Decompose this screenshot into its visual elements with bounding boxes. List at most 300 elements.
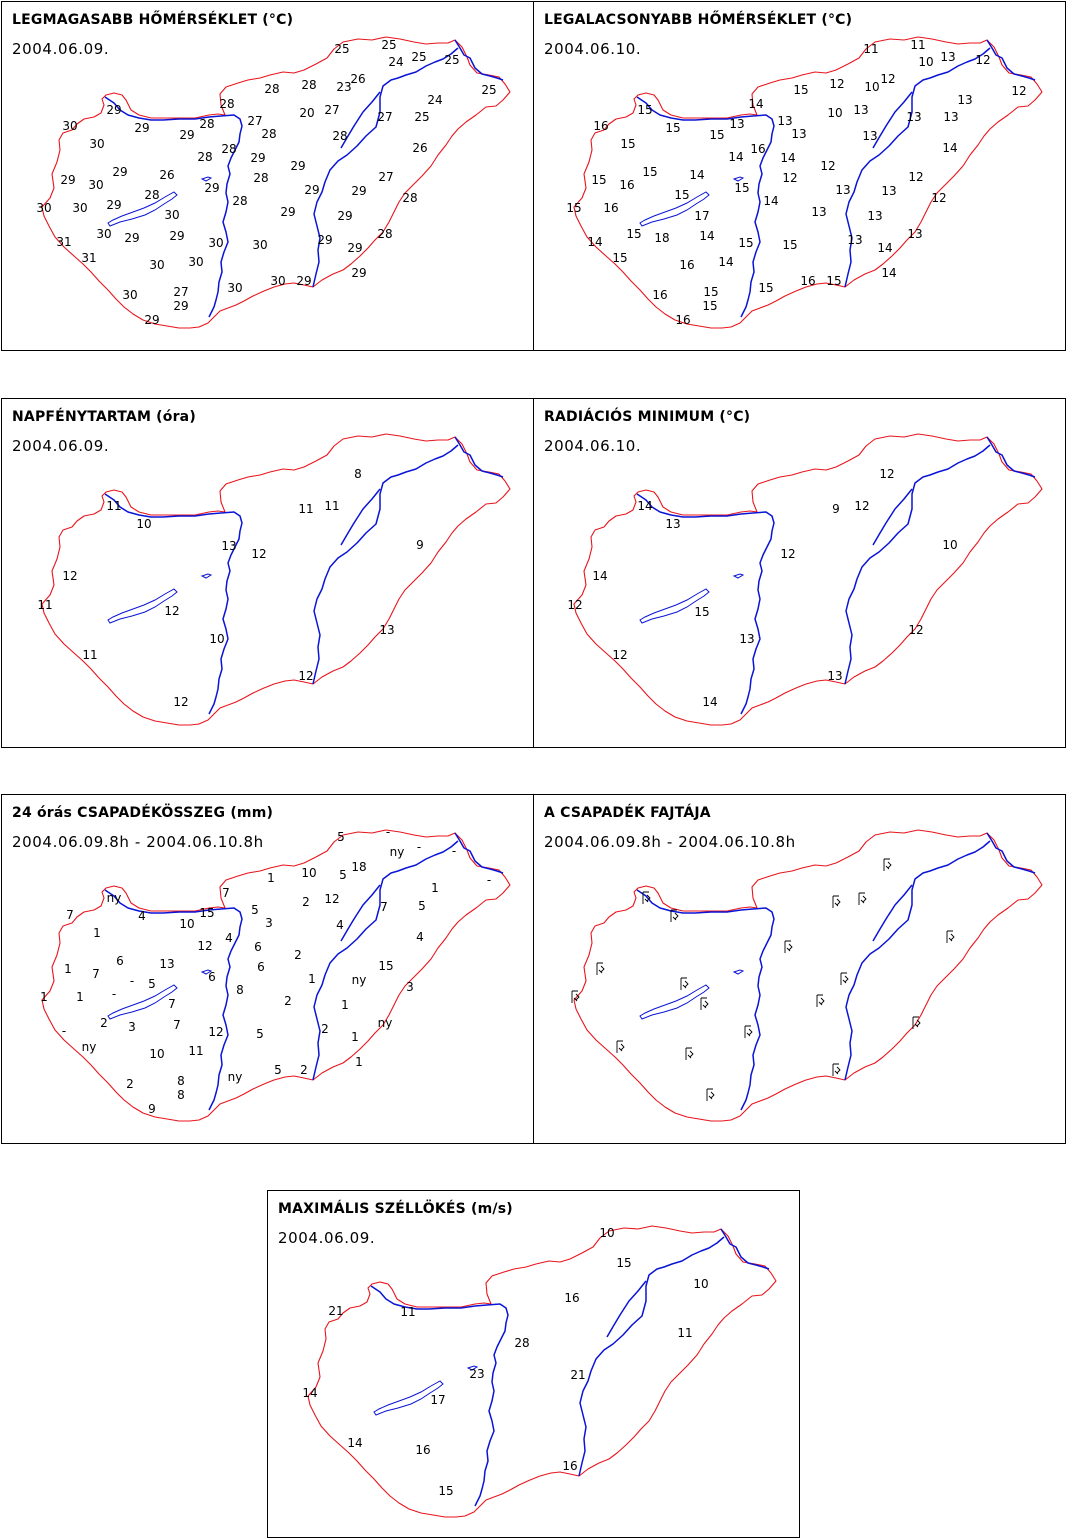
station-value: 5 (148, 977, 156, 991)
station-value: 21 (328, 1304, 344, 1318)
station-value: 16 (675, 313, 691, 327)
station-value: 29 (351, 266, 367, 280)
station-value: 11 (677, 1326, 693, 1340)
station-value: 14 (302, 1386, 318, 1400)
country-border (574, 830, 1042, 1121)
station-value: 12 (908, 170, 924, 184)
rain-shower-symbol (884, 859, 891, 871)
station-value: 15 (793, 83, 809, 97)
station-value: 2 (321, 1022, 329, 1036)
station-value: 29 (296, 274, 312, 288)
station-value: 6 (257, 960, 265, 974)
station-value: - (61, 1024, 67, 1038)
station-value: 30 (36, 201, 52, 215)
station-value: 18 (351, 860, 367, 874)
station-value: 14 (881, 266, 897, 280)
station-value: 13 (811, 205, 827, 219)
station-value: 29 (106, 103, 122, 117)
station-value: 11 (106, 499, 122, 513)
station-value: 13 (906, 110, 922, 124)
station-value: 27 (247, 114, 263, 128)
station-value: 1 (76, 990, 84, 1004)
station-value: 14 (942, 141, 958, 155)
station-value: 10 (827, 106, 843, 120)
station-value: 25 (381, 38, 397, 52)
station-value: 8 (177, 1088, 185, 1102)
station-value: 29 (179, 128, 195, 142)
station-value: 15 (438, 1484, 454, 1498)
lake-velence (734, 574, 743, 578)
station-value: 12 (820, 159, 836, 173)
tributary-river (873, 489, 912, 545)
station-value: 20 (299, 106, 315, 120)
station-value: 29 (290, 159, 306, 173)
station-value: 30 (89, 137, 105, 151)
station-value: 1 (341, 998, 349, 1012)
station-value: 15 (620, 137, 636, 151)
station-value: 10 (136, 517, 152, 531)
station-value: - (451, 844, 457, 858)
station-value: 13 (221, 539, 237, 553)
station-value: 28 (332, 129, 348, 143)
station-value: 1 (355, 1055, 363, 1069)
station-value: 2 (300, 1063, 308, 1077)
station-value: 12 (829, 77, 845, 91)
station-value: 11 (37, 598, 53, 612)
panel-title: 24 órás CSAPADÉKÖSSZEG (mm) (12, 805, 274, 821)
station-value: 12 (1011, 84, 1027, 98)
station-value: 12 (251, 547, 267, 561)
station-value: 6 (254, 940, 262, 954)
station-value: 15 (738, 236, 754, 250)
station-value: 31 (56, 235, 72, 249)
station-value: 16 (564, 1291, 580, 1305)
rain-shower-symbol (707, 1089, 714, 1101)
station-value: 13 (729, 117, 745, 131)
station-value: 25 (444, 53, 460, 67)
station-value: 1 (64, 962, 72, 976)
station-value: 13 (853, 103, 869, 117)
station-value: 18 (654, 231, 670, 245)
station-value: 12 (975, 53, 991, 67)
rain-shower-symbol (833, 1064, 840, 1076)
station-value: 29 (173, 299, 189, 313)
station-value: 25 (414, 110, 430, 124)
station-value: 13 (777, 114, 793, 128)
tisza-river (313, 40, 503, 287)
station-value: 29 (144, 313, 160, 327)
panel-max-wind-gust (267, 1190, 800, 1538)
danube-river (637, 890, 774, 1110)
rain-shower-symbol (841, 973, 848, 985)
station-value: 3 (128, 1020, 136, 1034)
station-value: 3 (406, 980, 414, 994)
station-value: 28 (197, 150, 213, 164)
station-value: 12 (567, 598, 583, 612)
station-value: 28 (402, 191, 418, 205)
station-value: 9 (416, 538, 424, 552)
station-value: 16 (415, 1443, 431, 1457)
station-value: 28 (144, 188, 160, 202)
danube-river (637, 494, 774, 714)
panel-date: 2004.06.10. (544, 40, 642, 58)
station-value: 1 (40, 990, 48, 1004)
station-value: 1 (93, 926, 101, 940)
rain-shower-symbol (785, 941, 792, 953)
station-value: 10 (149, 1047, 165, 1061)
rain-shower-symbol (617, 1041, 624, 1053)
station-value: 29 (134, 121, 150, 135)
station-value: 16 (593, 119, 609, 133)
tributary-river (607, 1281, 646, 1337)
station-value: 15 (674, 188, 690, 202)
station-value: 15 (378, 959, 394, 973)
station-value: 9 (148, 1102, 156, 1116)
station-value: 14 (877, 241, 893, 255)
station-value: 28 (514, 1336, 530, 1350)
station-value: 14 (587, 235, 603, 249)
station-value: 12 (208, 1025, 224, 1039)
station-value: 17 (694, 209, 710, 223)
station-value: 7 (168, 997, 176, 1011)
station-value: 16 (800, 274, 816, 288)
station-value: 15 (702, 299, 718, 313)
station-value: 15 (665, 121, 681, 135)
station-value: 28 (377, 227, 393, 241)
tisza-river (313, 437, 503, 684)
station-value: ny (81, 1040, 97, 1054)
station-value: 25 (411, 50, 427, 64)
panel-title: A CSAPADÉK FAJTÁJA (544, 805, 711, 821)
station-value: 14 (718, 255, 734, 269)
station-value: 12 (173, 695, 189, 709)
station-value: 10 (918, 55, 934, 69)
station-value: 29 (347, 241, 363, 255)
station-value: 30 (270, 274, 286, 288)
station-value: 17 (430, 1393, 446, 1407)
station-value: ny (351, 973, 367, 987)
station-value: 30 (208, 236, 224, 250)
panel-date: 2004.06.10. (544, 437, 642, 455)
station-value: 13 (881, 184, 897, 198)
station-value: 14 (637, 499, 653, 513)
station-value: 7 (66, 908, 74, 922)
panel-title: MAXIMÁLIS SZÉLLÖKÉS (m/s) (278, 1201, 513, 1217)
station-value: 5 (337, 830, 345, 844)
station-value: 30 (96, 227, 112, 241)
station-value: 15 (758, 281, 774, 295)
station-value: 28 (301, 78, 317, 92)
station-value: 2 (294, 948, 302, 962)
tisza-river (845, 437, 1035, 684)
station-value: 8 (354, 467, 362, 481)
station-value: 7 (380, 900, 388, 914)
panel-title: LEGALACSONYABB HŐMÉRSÉKLET (°C) (544, 12, 853, 28)
rain-shower-symbol (745, 1026, 752, 1038)
rain-shower-symbol (572, 991, 579, 1003)
station-value: 15 (566, 201, 582, 215)
station-value: 29 (250, 151, 266, 165)
station-value: 30 (252, 238, 268, 252)
station-value: 13 (791, 127, 807, 141)
tisza-river (579, 1229, 769, 1476)
station-value: ny (377, 1016, 393, 1030)
station-value: 26 (159, 168, 175, 182)
station-value: 29 (169, 229, 185, 243)
station-value: 12 (782, 171, 798, 185)
station-value: 25 (481, 83, 497, 97)
rain-shower-symbol (947, 931, 954, 943)
station-value: 15 (826, 274, 842, 288)
station-value: 13 (862, 129, 878, 143)
station-value: 15 (694, 605, 710, 619)
country-border (308, 1226, 776, 1517)
station-value: 24 (388, 55, 404, 69)
station-value: 3 (265, 916, 273, 930)
rain-shower-symbol (859, 893, 866, 905)
station-value: - (111, 987, 117, 1001)
station-value: 30 (62, 119, 78, 133)
station-value: 2 (284, 994, 292, 1008)
rain-shower-symbol (686, 1048, 693, 1060)
station-value: 2 (100, 1016, 108, 1030)
panel-title: NAPFÉNYTARTAM (óra) (12, 409, 196, 425)
station-value: - (416, 840, 422, 854)
station-value: 15 (782, 238, 798, 252)
station-value: 25 (334, 42, 350, 56)
station-value: 13 (665, 517, 681, 531)
station-value: 8 (236, 983, 244, 997)
station-value: 30 (149, 258, 165, 272)
panel-date: 2004.06.09. (278, 1229, 376, 1247)
station-value: 28 (253, 171, 269, 185)
station-value: 16 (603, 201, 619, 215)
station-value: 13 (739, 632, 755, 646)
rain-shower-symbol (701, 998, 708, 1010)
country-border (42, 434, 510, 725)
station-value: 29 (60, 173, 76, 187)
panel-sunshine (1, 398, 534, 748)
station-value: 13 (943, 110, 959, 124)
station-value: ny (389, 845, 405, 859)
station-value: 15 (637, 103, 653, 117)
panel-date: 2004.06.09.8h - 2004.06.10.8h (544, 833, 796, 851)
station-value: 12 (780, 547, 796, 561)
panel-date: 2004.06.09. (12, 40, 110, 58)
station-value: 10 (864, 80, 880, 94)
lake-balaton (640, 985, 709, 1019)
station-value: 10 (942, 538, 958, 552)
station-value: 29 (337, 209, 353, 223)
station-value: 15 (709, 128, 725, 142)
station-value: 15 (612, 251, 628, 265)
panel-title: RADIÁCIÓS MINIMUM (°C) (544, 409, 751, 425)
tisza-river (845, 833, 1035, 1080)
station-value: 27 (324, 103, 340, 117)
station-value: 27 (377, 110, 393, 124)
station-value: 30 (227, 281, 243, 295)
station-value: 11 (324, 499, 340, 513)
station-value: 24 (427, 93, 443, 107)
station-value: 1 (308, 972, 316, 986)
station-value: 14 (748, 97, 764, 111)
station-value: 29 (304, 183, 320, 197)
station-value: 29 (112, 165, 128, 179)
station-value: ny (227, 1070, 243, 1084)
station-value: 11 (82, 648, 98, 662)
station-value: 15 (591, 173, 607, 187)
station-value: 13 (940, 50, 956, 64)
station-value: 27 (173, 285, 189, 299)
panel-max-temperature (1, 1, 534, 351)
station-value: 10 (693, 1277, 709, 1291)
lake-balaton (108, 985, 177, 1019)
station-value: 12 (324, 892, 340, 906)
station-value: 6 (208, 970, 216, 984)
station-value: 16 (652, 288, 668, 302)
station-value: 30 (88, 178, 104, 192)
station-value: 12 (197, 939, 213, 953)
station-value: 14 (689, 168, 705, 182)
station-value: 28 (232, 194, 248, 208)
station-value: 12 (879, 467, 895, 481)
panel-date: 2004.06.09. (12, 437, 110, 455)
station-value: 30 (164, 208, 180, 222)
rain-shower-symbol (681, 978, 688, 990)
rain-shower-symbol (597, 963, 604, 975)
station-value: 4 (416, 930, 424, 944)
station-value: 5 (418, 899, 426, 913)
station-value: 11 (910, 38, 926, 52)
panel-precipitation-total (1, 794, 534, 1144)
station-value: 29 (280, 205, 296, 219)
country-border (574, 434, 1042, 725)
station-value: 14 (780, 151, 796, 165)
station-value: 11 (188, 1044, 204, 1058)
station-value: 7 (92, 967, 100, 981)
station-value: 30 (122, 288, 138, 302)
station-value: 29 (204, 181, 220, 195)
station-value: 1 (431, 881, 439, 895)
station-value: 29 (106, 198, 122, 212)
station-value: 23 (469, 1367, 485, 1381)
station-value: 14 (347, 1436, 363, 1450)
station-value: 10 (599, 1226, 615, 1240)
station-value: 6 (116, 954, 124, 968)
station-value: 14 (702, 695, 718, 709)
station-value: 11 (298, 502, 314, 516)
panel-date: 2004.06.09.8h - 2004.06.10.8h (12, 833, 264, 851)
station-value: 15 (734, 181, 750, 195)
station-value: 28 (261, 127, 277, 141)
station-value: 12 (612, 648, 628, 662)
station-value: 21 (570, 1368, 586, 1382)
station-value: 13 (907, 227, 923, 241)
station-value: 14 (763, 194, 779, 208)
station-value: 5 (256, 1027, 264, 1041)
station-value: 2 (302, 895, 310, 909)
tributary-river (341, 885, 380, 941)
station-value: 29 (317, 233, 333, 247)
tisza-river (845, 40, 1035, 287)
station-value: 13 (835, 183, 851, 197)
rain-shower-symbol (817, 995, 824, 1007)
station-value: 14 (592, 569, 608, 583)
station-value: 28 (221, 142, 237, 156)
tributary-river (873, 885, 912, 941)
station-value: 2 (126, 1077, 134, 1091)
station-value: 10 (301, 866, 317, 880)
station-value: 28 (264, 82, 280, 96)
station-value: 5 (251, 903, 259, 917)
station-value: 29 (124, 231, 140, 245)
station-value: 27 (378, 170, 394, 184)
station-value: 15 (626, 227, 642, 241)
station-value: 4 (138, 909, 146, 923)
station-value: 12 (854, 499, 870, 513)
danube-river (105, 97, 242, 317)
station-value: 12 (908, 623, 924, 637)
station-value: 11 (400, 1305, 416, 1319)
station-value: 16 (750, 142, 766, 156)
station-value: ny (106, 891, 122, 905)
station-value: 13 (827, 669, 843, 683)
station-value: 9 (832, 502, 840, 516)
station-value: 28 (199, 117, 215, 131)
station-value: 29 (351, 184, 367, 198)
station-value: 12 (298, 669, 314, 683)
station-value: 10 (209, 632, 225, 646)
station-value: 30 (72, 201, 88, 215)
station-value: 28 (219, 97, 235, 111)
station-value: 31 (81, 251, 97, 265)
station-value: 5 (274, 1063, 282, 1077)
station-value: - (385, 825, 391, 839)
station-value: 5 (339, 868, 347, 882)
station-value: 26 (412, 141, 428, 155)
panel-min-temperature (533, 1, 1066, 351)
station-value: 12 (62, 569, 78, 583)
station-value: 14 (699, 229, 715, 243)
station-value: 14 (728, 150, 744, 164)
station-value: 4 (336, 918, 344, 932)
station-value: 30 (188, 255, 204, 269)
station-value: 16 (562, 1459, 578, 1473)
station-value: 7 (222, 886, 230, 900)
station-value: 23 (336, 80, 352, 94)
station-value: 12 (880, 72, 896, 86)
rain-shower-symbol (833, 896, 840, 908)
lake-velence (202, 574, 211, 578)
station-value: 15 (703, 285, 719, 299)
lake-velence (734, 970, 743, 974)
station-value: 4 (225, 931, 233, 945)
station-value: - (129, 974, 135, 988)
panel-title: LEGMAGASABB HŐMÉRSÉKLET (°C) (12, 12, 294, 28)
station-value: 8 (177, 1074, 185, 1088)
station-value: 1 (267, 871, 275, 885)
station-value: 13 (159, 957, 175, 971)
station-value: - (486, 873, 492, 887)
panel-precipitation-type (533, 794, 1066, 1144)
station-value: 13 (957, 93, 973, 107)
station-value: 13 (847, 233, 863, 247)
station-value: 12 (931, 191, 947, 205)
station-value: 16 (619, 178, 635, 192)
station-value: 16 (679, 258, 695, 272)
station-value: 12 (164, 604, 180, 618)
station-value: 15 (199, 906, 215, 920)
